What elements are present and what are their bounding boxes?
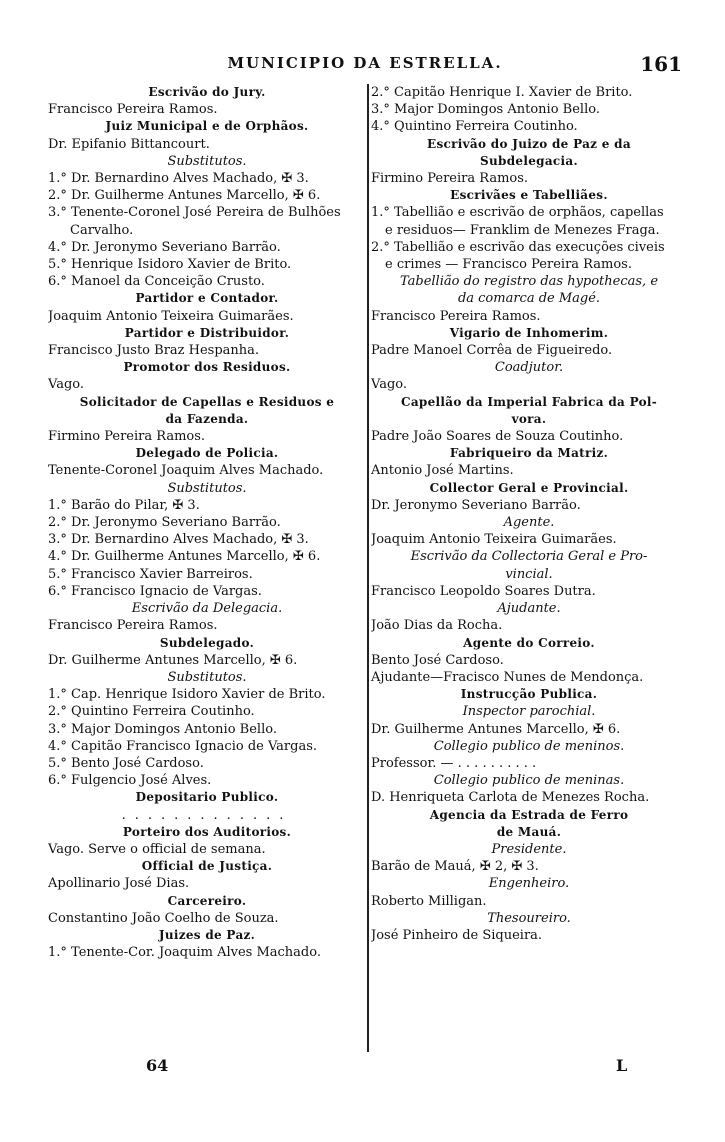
entry-line: Francisco Pereira Ramos. (48, 102, 218, 118)
entry-line: 2.° Tabellião e escrivão das execuções civeis (371, 239, 665, 255)
section-heading: Porteiro dos Auditorios. (122, 824, 292, 839)
entry-line: Francisco Pereira Ramos. (48, 618, 218, 634)
italic-subheading: Thesoureiro. (487, 910, 571, 926)
left-column (48, 84, 366, 961)
entry-line: Dr. Epifanio Bittancourt. (48, 136, 210, 152)
entry-line: 5.° Bento José Cardoso. (48, 755, 204, 771)
entry-line: 4.° Dr. Jeronymo Severiano Barrão. (48, 239, 281, 255)
entry-line: Bento José Cardoso. (371, 652, 504, 668)
italic-subheading: Coadjutor. (494, 360, 564, 376)
italic-subheading: Substitutos. (167, 669, 247, 685)
right-column (371, 84, 687, 944)
section-heading: Delegado de Policia. (135, 446, 279, 461)
italic-subheading: Collegio publico de meninas. (433, 773, 625, 789)
entry-line: Ajudante—Fracisco Nunes de Mendonça. (371, 669, 644, 685)
entry-line: Constantino João Coelho de Souza. (48, 910, 279, 926)
continuation-line: e crimes — Francisco Pereira Ramos. (385, 257, 632, 273)
italic-subheading: Tabellião do registro das hypothecas, e (399, 274, 659, 290)
entry-line: Barão de Mauá, ✠ 2, ✠ 3. (371, 859, 539, 875)
entry-line: 1.° Cap. Henrique Isidoro Xavier de Brito. (48, 687, 326, 703)
entry-line: João Dias da Rocha. (371, 618, 503, 634)
entry-line: 4.° Quintino Ferreira Coutinho. (371, 119, 578, 135)
italic-subheading: Substitutos. (167, 480, 247, 496)
entry-line: 2.° Dr. Jeronymo Severiano Barrão. (48, 515, 281, 531)
section-heading: Escrivães e Tabelliães. (450, 188, 608, 203)
entry-line: Firmino Pereira Ramos. (48, 429, 206, 445)
italic-subheading: Ajudante. (497, 601, 561, 617)
section-heading: Depositario Publico. (135, 790, 279, 805)
section-heading: vora. (511, 411, 547, 426)
section-heading: Official de Justiça. (141, 859, 273, 874)
section-heading: Fabriqueiro da Matriz. (449, 446, 609, 461)
section-heading: de Mauá. (496, 824, 562, 839)
section-heading: Escrivão do Juizo de Paz e da (427, 136, 631, 151)
entry-line: 1.° Dr. Bernardino Alves Machado, ✠ 3. (48, 171, 309, 187)
entry-line: 1.° Tenente-Cor. Joaquim Alves Machado. (48, 945, 321, 961)
entry-line: D. Henriqueta Carlota de Menezes Rocha. (371, 790, 650, 806)
entry-line: Antonio José Martins. (371, 463, 514, 479)
section-heading: Collector Geral e Provincial. (429, 480, 629, 495)
section-heading: Carcereiro. (167, 893, 247, 908)
section-heading: Juiz Municipal e de Orphãos. (105, 119, 309, 134)
italic-subheading: Substitutos. (167, 153, 247, 169)
entry-line: 2.° Quintino Ferreira Coutinho. (48, 704, 255, 720)
entry-line: Roberto Milligan. (371, 893, 487, 909)
section-heading: Instrucção Publica. (460, 687, 598, 702)
section-heading: Subdelegado. (159, 635, 255, 650)
italic-subheading: Inspector parochial. (462, 704, 596, 720)
entry-line: Firmino Pereira Ramos. (371, 171, 529, 187)
italic-subheading: Agente. (503, 515, 555, 531)
gathering-mark: L (616, 1056, 628, 1075)
section-heading: Agencia da Estrada de Ferro (429, 807, 629, 822)
entry-line: 4.° Capitão Francisco Ignacio de Vargas. (48, 738, 318, 754)
entry-line: Vago. (371, 377, 407, 393)
entry-line: Tenente-Coronel Joaquim Alves Machado. (48, 463, 324, 479)
section-heading: da Fazenda. (165, 411, 249, 426)
entry-line: Francisco Justo Braz Hespanha. (48, 343, 260, 359)
signature-mark: 64 (146, 1056, 169, 1075)
section-heading: Escrivão do Jury. (148, 85, 266, 99)
entry-line: 2.° Dr. Guilherme Antunes Marcello, ✠ 6. (48, 188, 321, 204)
continuation-line: e residuos— Franklim de Menezes Fraga. (385, 222, 660, 238)
italic-subheading: Escrivão da Delegacia. (131, 601, 283, 617)
column-divider (367, 84, 369, 1052)
section-heading: Vigario de Inhomerim. (449, 325, 609, 340)
entry-line: Dr. Guilherme Antunes Marcello, ✠ 6. (371, 721, 621, 737)
entry-line: 4.° Dr. Guilherme Antunes Marcello, ✠ 6. (48, 549, 321, 565)
entry-line: Dr. Guilherme Antunes Marcello, ✠ 6. (48, 652, 298, 668)
dotted-leader: ............. (121, 807, 293, 823)
italic-subheading: vincial. (505, 566, 553, 582)
section-heading: Subdelegacia. (480, 153, 578, 168)
entry-line: Vago. Serve o official de semana. (48, 841, 266, 857)
entry-line: Professor. — . . . . . . . . . . (371, 755, 537, 771)
section-heading: Promotor dos Residuos. (123, 360, 291, 375)
continuation-line: Carvalho. (70, 222, 134, 238)
italic-subheading: da comarca de Magé. (457, 291, 601, 307)
entry-line: 3.° Major Domingos Antonio Bello. (48, 721, 277, 737)
entry-line: Francisco Pereira Ramos. (371, 308, 541, 324)
entry-line: Padre João Soares de Souza Coutinho. (371, 429, 624, 445)
section-heading: Solicitador de Capellas e Residuos e (79, 394, 335, 409)
entry-line: 5.° Henrique Isidoro Xavier de Brito. (48, 257, 292, 273)
running-title: MUNICIPIO DA ESTRELLA. (227, 54, 503, 72)
entry-line: 3.° Dr. Bernardino Alves Machado, ✠ 3. (48, 532, 309, 548)
entry-line: 1.° Barão do Pilar, ✠ 3. (48, 497, 200, 513)
entry-line: José Pinheiro de Siqueira. (371, 927, 543, 943)
italic-subheading: Presidente. (491, 841, 567, 857)
italic-subheading: Escrivão da Collectoria Geral e Pro- (410, 549, 648, 565)
section-heading: Agente do Correio. (463, 635, 595, 650)
italic-subheading: Engenheiro. (488, 876, 570, 892)
section-heading: Partidor e Contador. (135, 291, 279, 306)
page-number: 161 (640, 52, 682, 76)
entry-line: 2.° Capitão Henrique I. Xavier de Brito. (371, 85, 633, 100)
italic-subheading: Collegio publico de meninos. (433, 738, 625, 754)
entry-line: Joaquim Antonio Teixeira Guimarães. (371, 532, 617, 548)
entry-line: 3.° Tenente-Coronel José Pereira de Bulhões (48, 205, 341, 221)
entry-line: 3.° Major Domingos Antonio Bello. (371, 102, 600, 118)
section-heading: Juizes de Paz. (158, 927, 256, 942)
entry-line: Joaquim Antonio Teixeira Guimarães. (48, 308, 294, 324)
entry-line: 6.° Francisco Ignacio de Vargas. (48, 583, 262, 599)
entry-line: 6.° Fulgencio José Alves. (48, 773, 212, 789)
entry-line: 5.° Francisco Xavier Barreiros. (48, 566, 253, 582)
entry-line: Padre Manoel Corrêa de Figueiredo. (371, 343, 613, 359)
entry-line: Dr. Jeronymo Severiano Barrão. (371, 497, 581, 513)
entry-line: Vago. (48, 377, 84, 393)
section-heading: Partidor e Distribuidor. (124, 325, 290, 340)
entry-line: 1.° Tabellião e escrivão de orphãos, capellas (371, 205, 664, 221)
entry-line: Apollinario José Dias. (48, 876, 190, 892)
entry-line: 6.° Manoel da Conceição Crusto. (48, 274, 265, 290)
entry-line: Francisco Leopoldo Soares Dutra. (371, 583, 596, 599)
section-heading: Capellão da Imperial Fabrica da Pol- (400, 394, 658, 409)
page-header (20, 52, 710, 76)
